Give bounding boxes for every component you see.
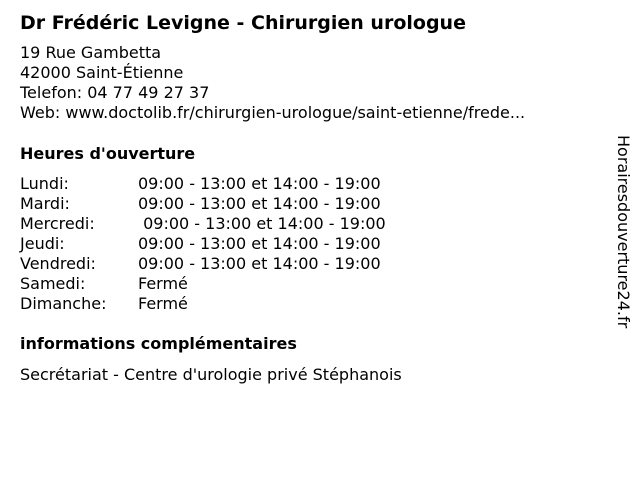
website-link[interactable]: Web: www.doctolib.fr/chirurgien-urologue/saint-etienne/frede... (20, 103, 526, 122)
day-label: Samedi: (20, 274, 86, 293)
hours-value: 09:00 - 13:00 et 14:00 - 19:00 (138, 234, 381, 253)
day-label: Lundi: (20, 174, 69, 193)
hours-value: 09:00 - 13:00 et 14:00 - 19:00 (138, 254, 381, 273)
day-label: Vendredi: (20, 254, 96, 273)
opening-hours-heading: Heures d'ouverture (20, 144, 196, 163)
hours-value: 09:00 - 13:00 et 14:00 - 19:00 (138, 214, 386, 233)
hours-value: Fermé (138, 294, 188, 313)
day-label: Dimanche: (20, 294, 107, 313)
phone-number[interactable]: Telefon: 04 77 49 27 37 (20, 83, 210, 102)
hours-value: 09:00 - 13:00 et 14:00 - 19:00 (138, 174, 381, 193)
day-label: Mercredi: (20, 214, 95, 233)
street-address: 19 Rue Gambetta (20, 43, 162, 62)
page-title: Dr Frédéric Levigne - Chirurgien urologue (20, 12, 466, 34)
site-watermark: Horairesdouverture24.fr (614, 135, 633, 329)
hours-value: Fermé (138, 274, 188, 293)
day-label: Mardi: (20, 194, 70, 213)
hours-value: 09:00 - 13:00 et 14:00 - 19:00 (138, 194, 381, 213)
additional-info-heading: informations complémentaires (20, 334, 297, 353)
day-label: Jeudi: (20, 234, 65, 253)
additional-info-text: Secrétariat - Centre d'urologie privé Stéphanois (20, 365, 402, 384)
city-address: 42000 Saint-Étienne (20, 63, 184, 82)
address-block (20, 43, 525, 123)
